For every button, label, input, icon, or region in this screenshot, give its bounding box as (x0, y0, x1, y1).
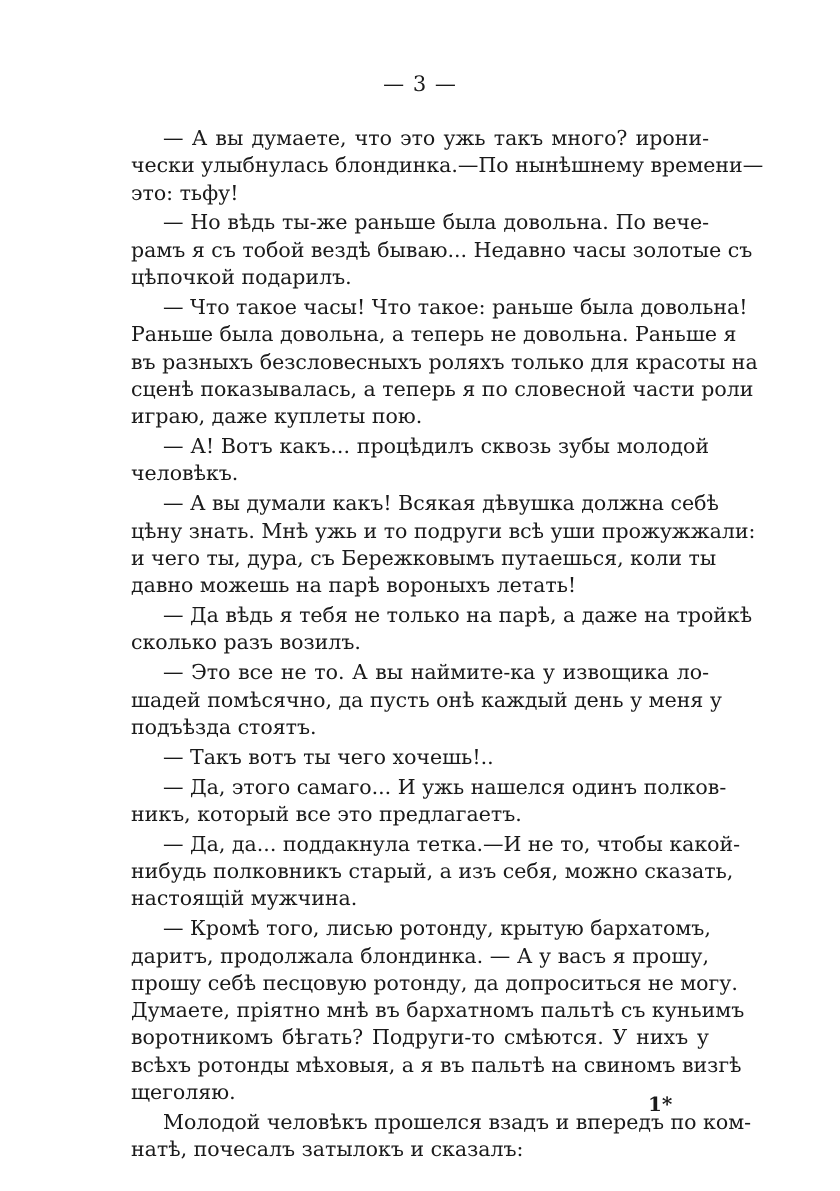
signature-mark: 1* (648, 1092, 673, 1116)
paragraph (131, 915, 745, 1106)
paragraph (131, 125, 764, 207)
text-line: даритъ, продолжала блондинка. — А у васъ я прошу, (131, 943, 709, 968)
text-line: всѣхъ ротонды мѣховыя, а я въ пальтѣ на свиномъ визгѣ (131, 1052, 742, 1077)
text-line: шадей помѣсячно, да пусть онѣ каждый день у меня у (131, 687, 722, 712)
text-line: — Это все не то. А вы наймите-ка у извощика ло- (163, 660, 709, 685)
text-line: прошу себѣ песцовую ротонду, да допроситься не могу. (131, 970, 738, 995)
paragraph (131, 774, 727, 829)
text-line: играю, даже куплеты пою. (131, 404, 423, 429)
paragraph (131, 433, 709, 488)
text-line: — Да, да... поддакнула тетка.—И не то, чтобы какой- (163, 831, 741, 856)
text-line: никъ, который все это предлагаетъ. (131, 801, 522, 826)
paragraph (131, 831, 741, 913)
paragraph (131, 490, 756, 599)
text-line: — Что такое часы! Что такое: раньше была довольна! (163, 294, 748, 319)
text-line: Молодой человѣкъ прошелся взадъ и впередъ по ком- (163, 1109, 752, 1134)
text-line: сценѣ показывалась, а теперь я по словесной части роли (131, 376, 754, 401)
text-line: — Но вѣдь ты-же раньше была довольна. По вече- (163, 210, 709, 235)
text-line: это: тьфу! (131, 180, 239, 205)
text-line: щеголяю. (131, 1080, 236, 1105)
paragraph (131, 209, 753, 291)
text-line: натѣ, почесалъ затылокъ и сказалъ: (131, 1137, 524, 1162)
text-line: Раньше была довольна, а теперь не довольна. Раньше я (131, 322, 737, 347)
text-line: въ разныхъ безсловесныхъ роляхъ только для красоты на (131, 349, 758, 374)
text-line: — Да, этого самаго... И ужь нашелся одинъ полков- (163, 774, 727, 799)
text-line: цѣпочкой подарилъ. (131, 265, 352, 290)
text-line: — А вы думаете, что это ужь такъ много? ирони- (163, 126, 709, 150)
text-line: — Кромѣ того, лисью ротонду, крытую бархатомъ, (163, 916, 711, 941)
text-line: настоящій мужчина. (131, 886, 358, 911)
body-text (131, 125, 764, 1166)
text-line: воротникомъ бѣгать? Подруги-то смѣются. У нихъ у (131, 1025, 709, 1050)
text-line: чески улыбнулась блондинка.—По нынѣшнему времени— (131, 153, 764, 178)
text-line: подъѣзда стоятъ. (131, 714, 317, 739)
text-line: — Такъ вотъ ты чего хочешь!.. (163, 744, 494, 769)
paragraph (131, 1109, 752, 1164)
text-line: сколько разъ возилъ. (131, 630, 361, 655)
text-line: — Да вѣдь я тебя не только на парѣ, а даже на тройкѣ (163, 603, 753, 628)
text-line: рамъ я съ тобой вездѣ бываю... Недавно часы золотые съ (131, 237, 753, 262)
text-line: человѣкъ. (131, 461, 239, 486)
text-line: Думаете, пріятно мнѣ въ бархатномъ пальтѣ съ куньимъ (131, 998, 745, 1023)
page-number: — 3 — (383, 72, 457, 96)
text-line: цѣну знать. Мнѣ ужь и то подруги всѣ уши прожужжали: (131, 518, 756, 543)
paragraph (131, 659, 722, 741)
text-line: — А вы думали какъ! Всякая дѣвушка должна себѣ (163, 491, 719, 516)
paragraph (131, 602, 753, 657)
text-line: — А! Вотъ какъ... процѣдилъ сквозь зубы молодой (163, 434, 709, 459)
paragraph (131, 294, 758, 430)
text-line: и чего ты, дура, съ Бережковымъ путаешься, коли ты (131, 545, 717, 570)
text-line: нибудь полковникъ старый, а изъ себя, можно сказать, (131, 859, 734, 884)
paragraph (131, 744, 709, 771)
text-line: давно можешь на парѣ вороныхъ летать! (131, 573, 577, 598)
